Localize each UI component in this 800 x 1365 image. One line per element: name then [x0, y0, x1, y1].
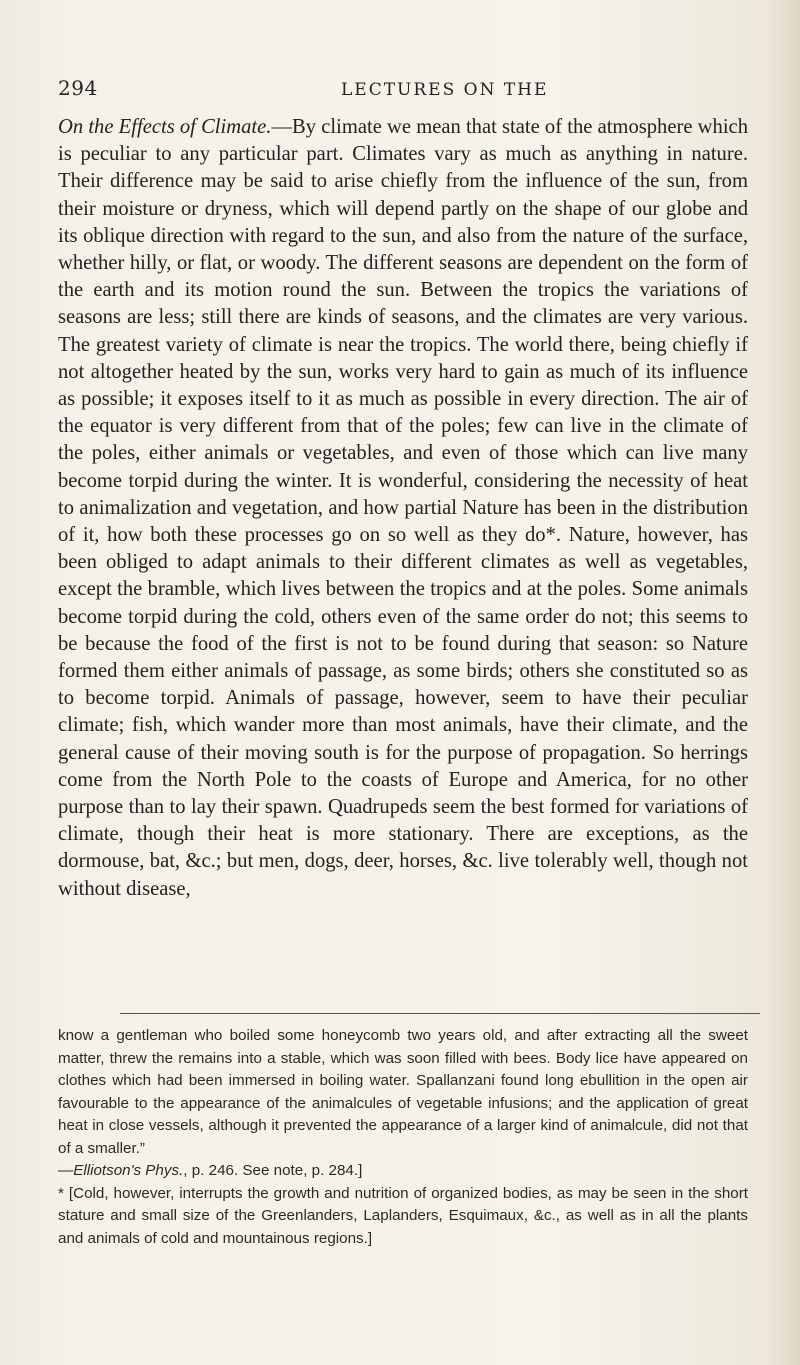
main-text	[58, 114, 748, 903]
citation-rest: , p. 246. See note, p. 284.]	[183, 1162, 363, 1179]
running-head: LECTURES ON THE	[341, 80, 549, 100]
footnote-continued	[58, 1025, 748, 1183]
footnote-divider	[120, 1013, 760, 1014]
page-edge-shadow	[766, 0, 800, 1365]
body-paragraph	[58, 114, 748, 903]
footnote-star: * [Cold, however, interrupts the growth and nutrition of organized bodies, as may be seen in the short stature and small size of the Greenlanders, Laplanders, Esquimaux, &c., as well as in all the plants and animals of cold and mountainous regions.]	[58, 1184, 748, 1247]
paragraph-text: —By climate we mean that state of the atmosphere which is peculiar to any particular part. Climates vary as much as anything in nature. Their difference may be said to arise chiefly from the influence of the sun, from their moisture or dryness, which will depend partly on the shape of our globe and its oblique direction with regard to the sun, and also from the nature of the surface, whether hilly, or flat, or woody. The different seasons are dependent on the form of the earth and its motion round the sun. Between the tropics the variations of seasons are less; still there are kinds of seasons, and the climates are very various. The greatest variety of climate is near the tropics. The world there, being chiefly if not altogether heated by the sun, works very hard to gain as much of its influence as possible; it exposes itself to it as much as possible in every direction. The air of the equator is very different from that of the poles; few can live in the climate of the poles, either animals or vegetables, and even of those which can live many become torpid during the winter. It is wonderful, considering the necessity of heat to animalization and vegetation, and how partial Nature has been in the distribution of it, how both these processes go on so well as they do*. Nature, however, has been obliged to adapt animals to their different climates as well as vegetables, except the bramble, which lives between the tropics and at the poles. Some animals become torpid during the cold, others even of the same order do not; this seems to be because the food of the first is not to be found during that season: so Nature formed them either animals of passage, as some birds; others she constituted so as to become torpid. Animals of passage, however, seem to have their peculiar climate; fish, which wander more than most animals, have their climate, and the general cause of their moving south is for the purpose of propagation. So herrings come from the North Pole to the coasts of Europe and America, for no other purpose than to lay their spawn. Quadrupeds seem the best formed for variations of climate, though their heat is more stationary. There are exceptions, as the dormouse, bat, &c.; but men, dogs, deer, horses, &c. live tolerably well, though not without disease,	[58, 116, 748, 900]
footnote-text: know a gentleman who boiled some honeycomb two years old, and after extracting all the sweet matter, threw the remains into a stable, which was soon filled with bees. Body lice have appeared on clothes which had been immersed in boiling water. Spallanzani found long ebullition in the open air favourable to the appearance of the animalcules of vegetable infusions; and the application of great heat in close vessels, although it prevented the appearance of a larger kind of animalcule, did not that of a smaller.”	[58, 1027, 748, 1157]
citation-prefix: —	[58, 1162, 74, 1179]
page-header	[58, 70, 758, 108]
page-number: 294	[58, 76, 98, 100]
footnotes	[58, 1025, 748, 1250]
section-heading: On the Effects of Climate.	[58, 116, 272, 138]
citation-title: Elliotson's Phys.	[73, 1162, 184, 1179]
